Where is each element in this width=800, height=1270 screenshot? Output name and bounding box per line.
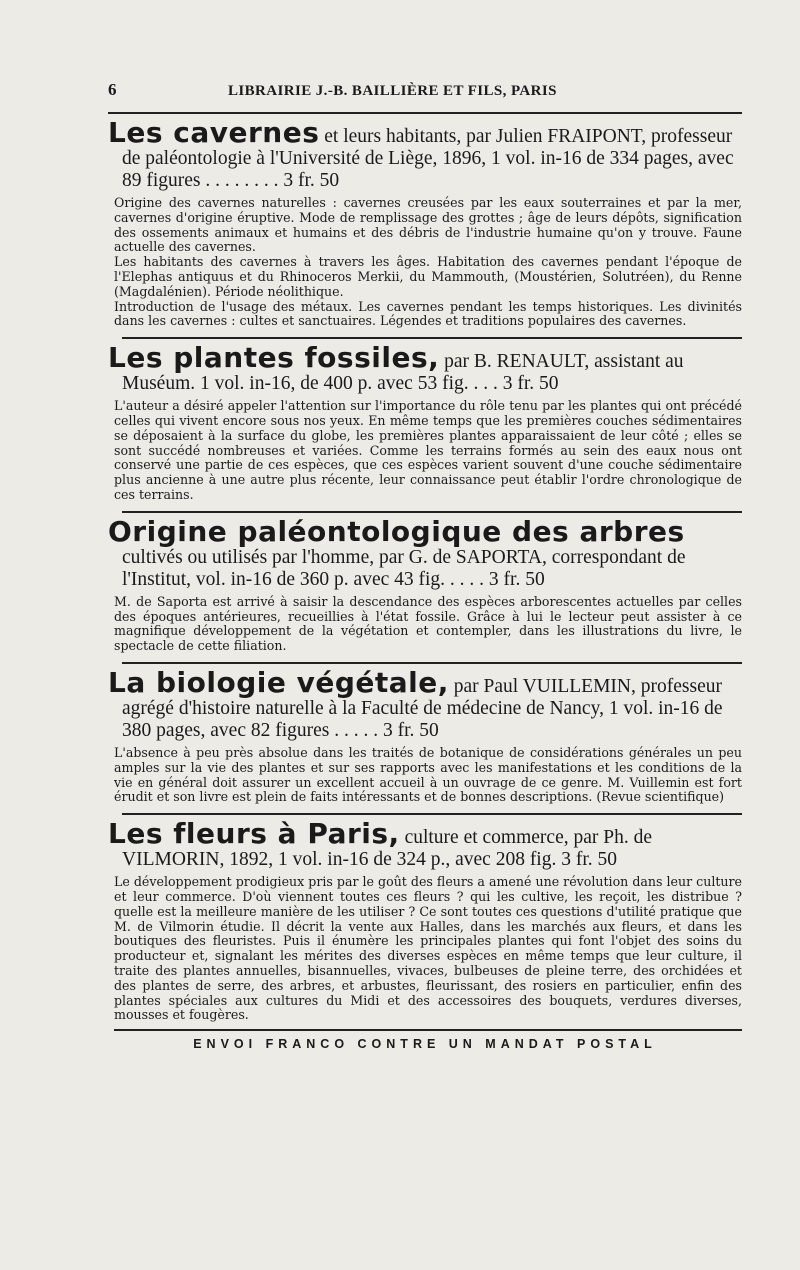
entry-separator [122, 511, 742, 513]
book-description [108, 399, 742, 503]
book-title: Les fleurs à Paris, [108, 817, 400, 851]
page-number: 6 [108, 80, 117, 99]
header-rule [108, 112, 742, 114]
book-entry [108, 514, 742, 654]
entry-title [108, 817, 742, 871]
book-details: cultivés ou utilisés par l'homme, par G. de SAPORTA, correspondant de l'Institut, vol. in-16 de 360 p. avec 43 fig. . . . . 3 fr. 50 [122, 546, 686, 590]
entry-separator [122, 337, 742, 339]
entry-title [108, 665, 742, 742]
description-paragraph: Le développement prodigieux pris par le goût des fleurs a amené une révolution dans leur culture et leur commerce. D'où viennent toutes ces fleurs ? qui les cultive, les reçoit, les distribue ? quelle est la meilleure manière de les utiliser ? Ce sont toutes ces questions d'utilité pratique que M. de Vilmorin étudie. Il décrit la vente aux Halles, dans les marchés aux fleurs, et dans les boutiques des fleuristes. Puis il énumère les principales plantes qui font l'objet des soins du producteur et, signalant les mérites des diverses espèces en même temps que leur culture, il traite des plantes annuelles, bisannuelles, vivaces, bulbeuses de pleine terre, des orchidées et des plantes de serre, des arbres, et arbustes, fleurissant, des rosiers en particulier, enfin des plantes spéciales aux cultures du Midi et des accessoires des bouquets, verdures diverses, mousses et fougères. [114, 874, 742, 1023]
footer-notice: ENVOI FRANCO CONTRE UN MANDAT POSTAL [193, 1037, 657, 1052]
book-entry [108, 341, 742, 503]
book-description [108, 196, 742, 329]
description-paragraph: M. de Saporta est arrivé à saisir la descendance des espèces arborescentes actuelles par celles des époques antérieures, recueillies à l'état fossile. Grâce à lui le lecteur peut assister à ce magnifique développement de la végétation et contempler, dans les illustrations du livre, le spectacle de cette filiation. [114, 593, 742, 654]
description-paragraph: L'auteur a désiré appeler l'attention sur l'importance du rôle tenu par les plantes qui ont précédé celles qui vivent encore sous nos yeux. En même temps que les premières couches sédimentaires se déposaient à la surface du globe, les premières plantes apparaissaient de leur côté ; elles se sont succédé nombreuses et variées. Comme les terrains formés au sein des eaux nous ont conservé une partie de ces espèces, que ces espèces varient souvent d'une couche sédimentaire plus ancienne à une autre plus récente, leur connaissance peut établir l'ordre chronologique de ces terrains. [114, 398, 742, 502]
description-paragraph: Introduction de l'usage des métaux. Les cavernes pendant les temps historiques. Les divinités dans les cavernes : cultes et sanctuaires. Légendes et traditions populaires des cavernes. [114, 298, 742, 329]
entry-separator [122, 813, 742, 815]
book-entry [108, 116, 742, 329]
book-title: Les cavernes [108, 116, 320, 149]
page-header [108, 80, 742, 104]
book-details: par Paul VUILLEMIN, professeur agrégé d'histoire naturelle à la Faculté de médecine de Nancy, 1 vol. in-16 de 380 pages, avec 82 figures . . . . . 3 fr. 50 [122, 675, 723, 741]
footer-rule [114, 1029, 742, 1031]
book-details: culture et commerce, par Ph. de VILMORIN, 1892, 1 vol. in-16 de 324 p., avec 208 fig. 3 fr. 50 [122, 827, 652, 871]
book-description [108, 875, 742, 1023]
book-description [108, 595, 742, 654]
book-description [108, 746, 742, 805]
book-title: Les plantes fossiles, [108, 341, 440, 375]
book-details: par B. RENAULT, assistant au Muséum. 1 vol. in-16, de 400 p. avec 53 fig. . . . 3 fr. 50 [122, 351, 684, 395]
book-entry [108, 817, 742, 1023]
description-paragraph: Origine des cavernes naturelles : cavernes creusées par les eaux souterraines et par la mer, cavernes d'origine éruptive. Mode de remplissage des grottes ; âge de leurs dépôts, signification des ossements animaux et humains et des débris de l'industrie humaine qu'on y trouve. Faune actuelle des cavernes. [114, 195, 742, 255]
entry-separator [122, 662, 742, 664]
entry-title [108, 514, 742, 591]
running-title: LIBRAIRIE J.-B. BAILLIÈRE ET FILS, PARIS [228, 83, 557, 99]
book-entry [108, 665, 742, 805]
entry-title [108, 116, 742, 192]
description-paragraph: L'absence à peu près absolue dans les traités de botanique de considérations générales un peu amples sur la vie des plantes et sur ses rapports avec les manifestations et les conditions de la vie en général doit assurer un excellent accueil à un ouvrage de ce genre. M. Vuillemin est fort érudit et son livre est plein de faits intéressants et de bonnes descriptions. (Revue scientifique) [114, 744, 742, 805]
book-details: et leurs habitants, par Julien FRAIPONT, professeur de paléontologie à l'Université de Liège, 1896, 1 vol. in-16 de 334 pages, avec 89 figures . . . . . . . . 3 fr. 50 [122, 126, 734, 191]
description-paragraph: Les habitants des cavernes à travers les âges. Habitation des cavernes pendant l'époque de l'Elephas antiquus et du Rhinoceros Merkii, du Mammouth, (Moustérien, Solutréen), du Renne (Magdalénien). Période néolithique. [114, 254, 742, 299]
entry-list [108, 116, 742, 1023]
entry-title [108, 341, 742, 395]
book-title: Origine paléontologique des arbres [108, 514, 685, 548]
book-title: La biologie végétale, [108, 665, 449, 699]
catalog-page [108, 80, 742, 1051]
